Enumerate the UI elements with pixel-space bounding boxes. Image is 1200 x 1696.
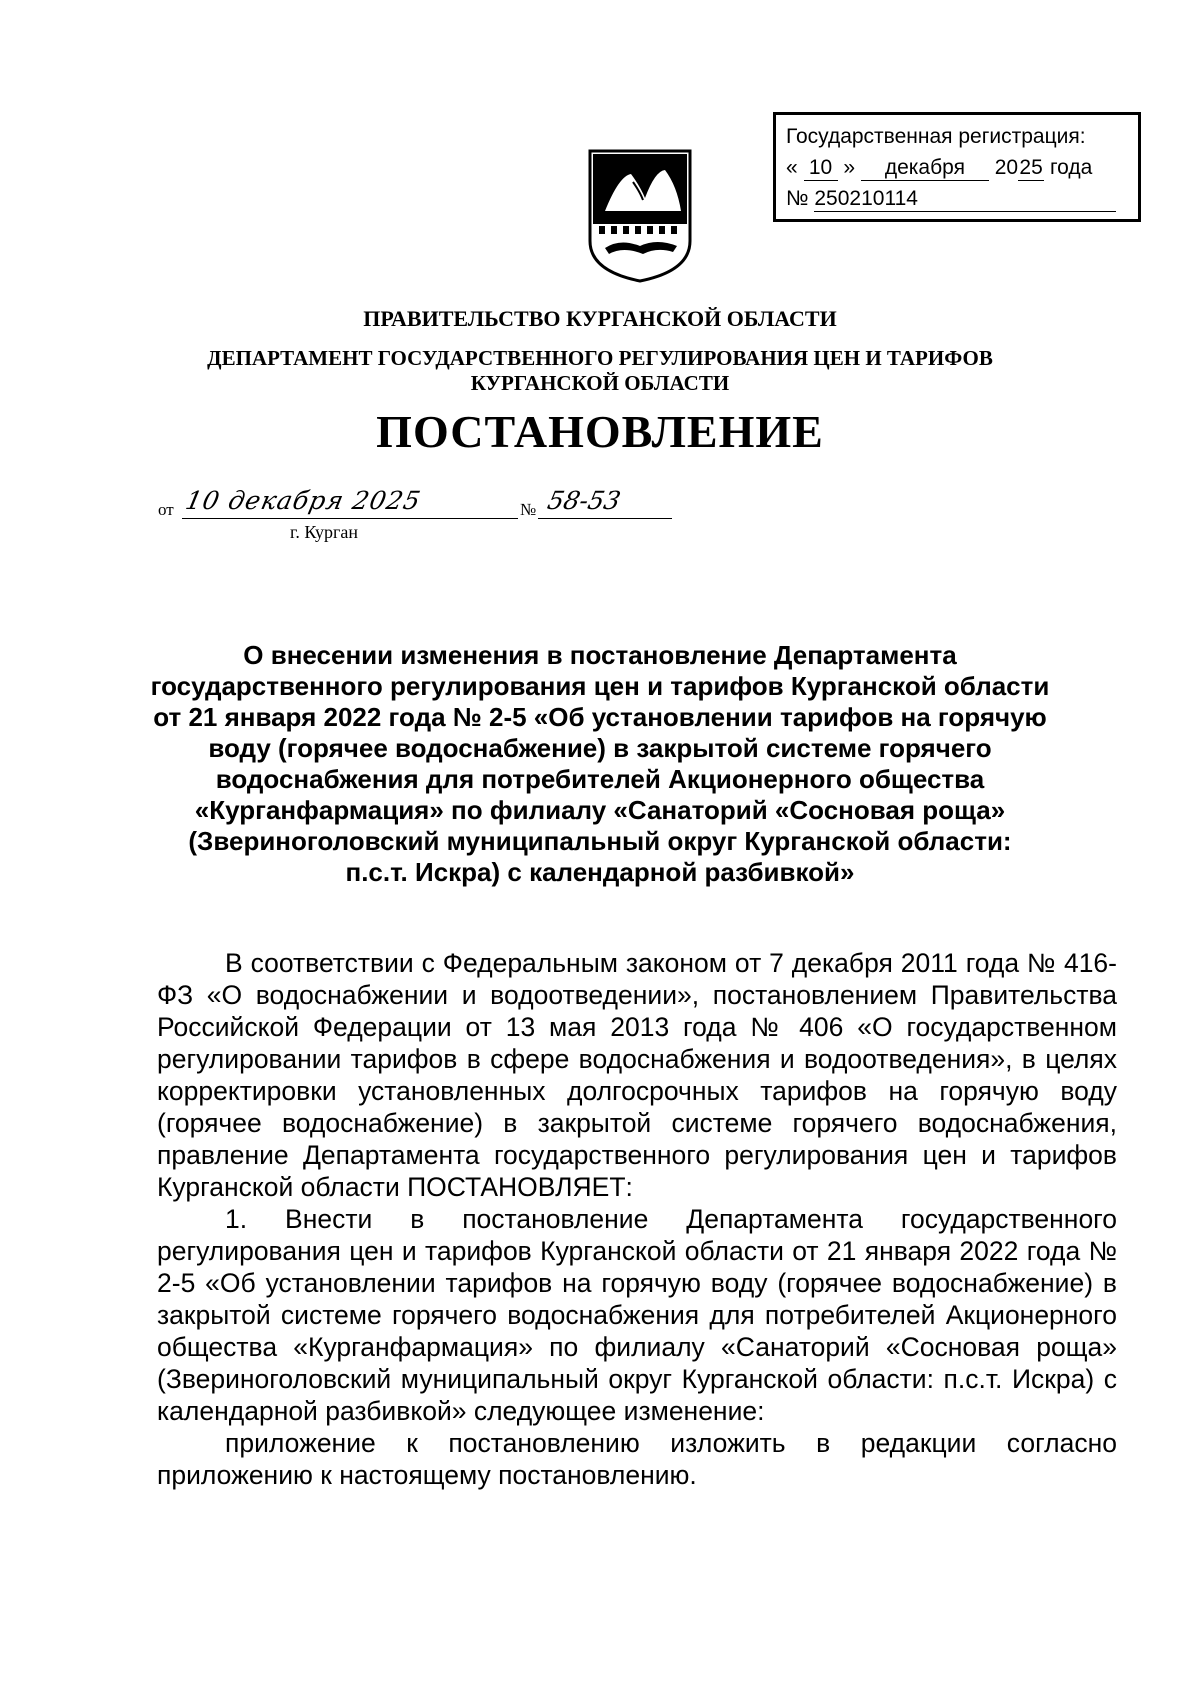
title-line: п.с.т. Искра) с календарной разбивкой» [345,857,855,887]
registration-number: 250210114 [814,187,1116,212]
coat-of-arms-icon [585,146,695,286]
document-body [157,947,1117,1491]
title-line: (Звериноголовский муниципальный округ Курганской области: [188,826,1012,856]
number-prefix: № [520,500,537,519]
document-title [150,640,1050,888]
registration-date [786,152,1128,183]
registration-number-label: № [786,187,809,210]
registration-year-prefix: 20 [994,156,1019,179]
title-line: водоснабжения для потребителей Акционерного общества [215,764,985,794]
city: г. Курган [290,522,359,542]
registration-stamp [773,112,1141,222]
handwritten-number: 58-53 [544,486,624,515]
registration-month: декабря [861,156,989,181]
department-name-line1: ДЕПАРТАМЕНТ ГОСУДАРСТВЕННОГО РЕГУЛИРОВАНИЯ ЦЕН И ТАРИФОВ [207,346,993,370]
title-line: О внесении изменения в постановление Департамента [243,640,957,670]
title-line: «Курганфармация» по филиалу «Санаторий «Сосновая роща» [194,795,1006,825]
government-name: ПРАВИТЕЛЬСТВО КУРГАНСКОЙ ОБЛАСТИ [363,306,837,331]
registration-number-row [786,183,1128,214]
title-line: государственного регулирования цен и тарифов Курганской области [150,671,1050,701]
body-paragraph-change: приложение к постановлению изложить в редакции согласно приложению к настоящему постановлению. [157,1428,1117,1490]
issue-line [158,488,678,528]
title-line: от 21 января 2022 года № 2-5 «Об установлении тарифов на горячую [153,702,1047,732]
registration-close-quote: » [843,156,856,179]
registration-year-word: года [1049,156,1093,179]
document-type: ПОСТАНОВЛЕНИЕ [376,406,824,457]
handwritten-date: 10 декабря 2025 [182,486,424,515]
body-paragraph-item-1: 1. Внести в постановление Департамента государственного регулирования цен и тарифов Курганской области от 21 января 2022 года № 2-5 «Об установлении тарифов на горячую воду (горячее водоснабжение) в закрытой системе горячего водоснабжения для потребителей Акционерного общества «Курганфармация» по филиалу «Санаторий «Сосновая роща» (Звериноголовский муниципальный округ Курганской области: п.с.т. Искра) с календарной разбивкой» следующее изменение: [157,1204,1117,1426]
registration-year-suffix: 25 [1019,156,1043,179]
department-name-line2: КУРГАНСКОЙ ОБЛАСТИ [470,371,730,395]
registration-title: Государственная регистрация: [786,125,1086,148]
body-paragraph-preamble: В соответствии с Федеральным законом от 7 декабря 2011 года № 416-ФЗ «О водоснабжении и водоотведении», постановлением Правительства Российской Федерации от 13 мая 2013 года № 406 «О государственном регулировании тарифов в сфере водоснабжения и водоотведения», в целях корректировки установленных долгосрочных тарифов на горячую воду (горячее водоснабжение) в закрытой системе горячего водоснабжения, правление Департамента государственного регулирования цен и тарифов Курганской области ПОСТАНОВЛЯЕТ: [157,948,1117,1202]
registration-open-quote: « [786,156,798,179]
date-prefix: от [158,500,174,519]
title-line: воду (горячее водоснабжение) в закрытой системе горячего [208,733,992,763]
registration-day: 10 [804,156,838,181]
